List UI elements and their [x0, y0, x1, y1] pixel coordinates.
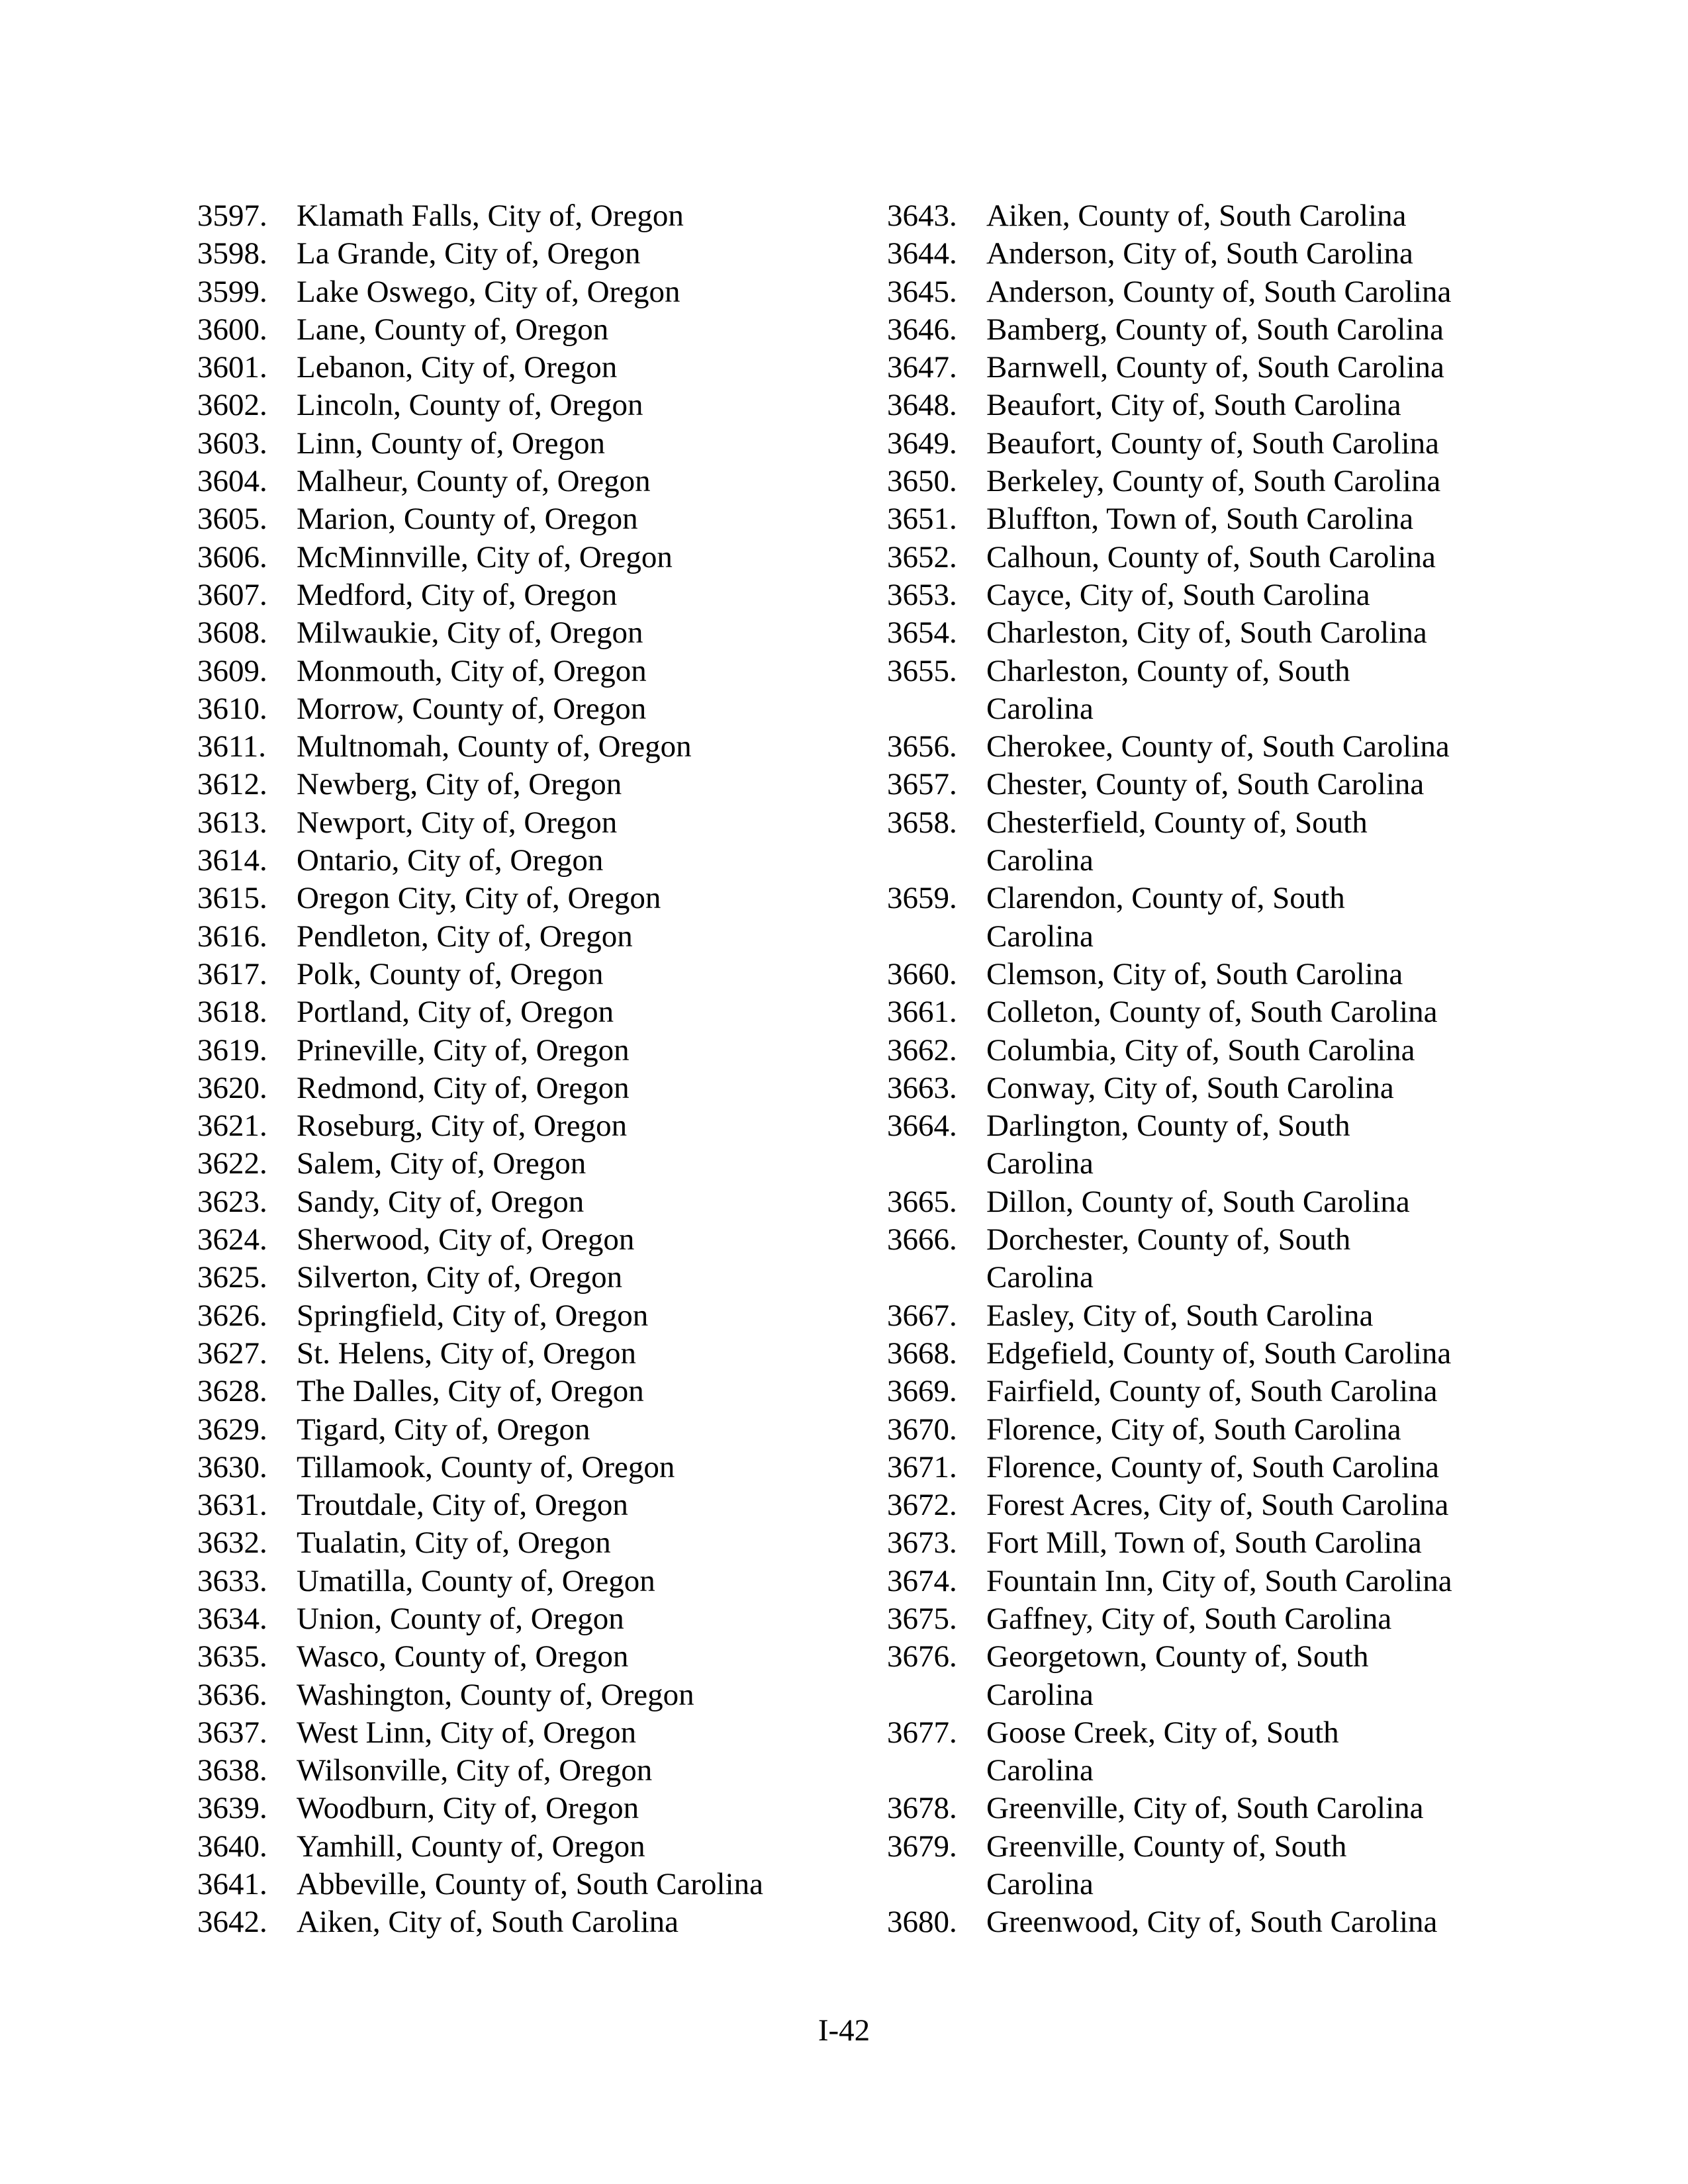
entry-name: Lane, County of, Oregon	[297, 312, 609, 347]
entry-number: 3614.	[197, 843, 267, 878]
entry-number: 3620.	[197, 1070, 267, 1105]
entry-name: Marion, County of, Oregon	[297, 502, 638, 537]
entry-number: 3662.	[887, 1032, 957, 1068]
entry-name: Chesterfield, County of, South Carolina	[986, 805, 1368, 878]
entry-number: 3640.	[197, 1829, 267, 1864]
list-item	[197, 1676, 859, 1714]
entry-name: Wilsonville, City of, Oregon	[297, 1753, 653, 1788]
entry-number: 3645.	[887, 274, 957, 309]
list-item	[887, 1600, 1516, 1638]
entry-number: 3624.	[197, 1222, 267, 1257]
entry-number: 3653.	[887, 577, 957, 612]
entry-name: West Linn, City of, Oregon	[297, 1715, 637, 1750]
entry-name: Fairfield, County of, South Carolina	[986, 1374, 1438, 1409]
list-item	[197, 1032, 859, 1069]
list-item	[197, 197, 859, 235]
entry-number: 3626.	[197, 1298, 267, 1333]
entry-name: Springfield, City of, Oregon	[297, 1298, 649, 1333]
entry-number: 3654.	[887, 615, 957, 651]
entry-number: 3655.	[887, 653, 957, 688]
entry-name: Chester, County of, South Carolina	[986, 767, 1425, 802]
list-item	[197, 539, 859, 576]
entry-number: 3658.	[887, 805, 957, 840]
list-item	[887, 539, 1516, 576]
entry-name: Calhoun, County of, South Carolina	[986, 539, 1436, 574]
entry-number: 3601.	[197, 350, 267, 385]
entry-name: Abbeville, County of, South Carolina	[297, 1867, 763, 1902]
list-item	[887, 235, 1516, 273]
entry-number: 3668.	[887, 1336, 957, 1371]
list-item	[887, 425, 1516, 463]
entry-name: Salem, City of, Oregon	[297, 1146, 586, 1181]
entry-name: Aiken, City of, South Carolina	[297, 1905, 679, 1940]
entry-name: Klamath Falls, City of, Oregon	[297, 199, 684, 233]
entry-number: 3604.	[197, 464, 267, 499]
entry-number: 3600.	[197, 312, 267, 347]
entry-name: Bamberg, County of, South Carolina	[986, 312, 1444, 347]
list-item	[887, 1373, 1516, 1410]
entry-number: 3628.	[197, 1374, 267, 1409]
entry-number: 3642.	[197, 1905, 267, 1940]
list-item	[887, 1069, 1516, 1107]
entry-name: St. Helens, City of, Oregon	[297, 1336, 637, 1371]
entry-name: Greenville, City of, South Carolina	[986, 1791, 1424, 1826]
list-item	[887, 463, 1516, 500]
entry-name: Clemson, City of, South Carolina	[986, 956, 1403, 991]
entry-number: 3605.	[197, 502, 267, 537]
entry-number: 3646.	[887, 312, 957, 347]
entry-number: 3607.	[197, 577, 267, 612]
entry-name: Colleton, County of, South Carolina	[986, 995, 1438, 1030]
entry-number: 3648.	[887, 388, 957, 423]
list-item	[197, 1373, 859, 1410]
list-item	[197, 425, 859, 463]
list-item	[887, 728, 1516, 766]
list-item	[197, 463, 859, 500]
entry-name: Anderson, County of, South Carolina	[986, 274, 1452, 309]
list-item	[197, 1600, 859, 1638]
entry-name: Polk, County of, Oregon	[297, 956, 604, 991]
entry-name: Newport, City of, Oregon	[297, 805, 618, 840]
entry-name: Berkeley, County of, South Carolina	[986, 464, 1441, 499]
list-item	[887, 880, 1516, 956]
entry-number: 3599.	[197, 274, 267, 309]
list-item	[197, 956, 859, 993]
entry-number: 3657.	[887, 767, 957, 802]
list-item	[197, 1297, 859, 1335]
entry-number: 3617.	[197, 956, 267, 991]
entry-number: 3652.	[887, 539, 957, 574]
entry-name: Woodburn, City of, Oregon	[297, 1791, 639, 1826]
entry-number: 3664.	[887, 1109, 957, 1144]
list-item	[887, 614, 1516, 652]
entry-number: 3622.	[197, 1146, 267, 1181]
entry-name: La Grande, City of, Oregon	[297, 236, 641, 271]
entry-number: 3629.	[197, 1412, 267, 1447]
entry-name: Ontario, City of, Oregon	[297, 843, 604, 878]
list-item	[197, 1790, 859, 1827]
list-item	[887, 1107, 1516, 1183]
entry-name: Wasco, County of, Oregon	[297, 1639, 629, 1674]
entry-name: Sherwood, City of, Oregon	[297, 1222, 635, 1257]
entry-name: Union, County of, Oregon	[297, 1601, 624, 1636]
entry-number: 3632.	[197, 1525, 267, 1561]
list-item	[887, 804, 1516, 880]
list-item	[887, 1828, 1516, 1904]
list-item	[887, 1183, 1516, 1221]
entry-number: 3637.	[197, 1715, 267, 1750]
entry-name: Barnwell, County of, South Carolina	[986, 350, 1444, 385]
entry-name: The Dalles, City of, Oregon	[297, 1374, 644, 1409]
entry-number: 3670.	[887, 1412, 957, 1447]
entry-name: Malheur, County of, Oregon	[297, 464, 651, 499]
entry-name: Portland, City of, Oregon	[297, 995, 614, 1030]
list-item	[887, 1486, 1516, 1524]
list-item	[197, 993, 859, 1031]
list-item	[197, 1259, 859, 1297]
entry-number: 3661.	[887, 995, 957, 1030]
list-item	[197, 1563, 859, 1600]
entry-number: 3609.	[197, 653, 267, 688]
entry-name: Lincoln, County of, Oregon	[297, 388, 643, 423]
list-item	[887, 653, 1516, 729]
entry-name: Sandy, City of, Oregon	[297, 1184, 585, 1219]
entry-number: 3625.	[197, 1260, 267, 1295]
entry-name: Georgetown, County of, South Carolina	[986, 1639, 1369, 1712]
entry-number: 3680.	[887, 1905, 957, 1940]
entry-name: Monmouth, City of, Oregon	[297, 653, 647, 688]
entry-number: 3656.	[887, 729, 957, 764]
entry-name: Easley, City of, South Carolina	[986, 1298, 1374, 1333]
entry-number: 3650.	[887, 464, 957, 499]
entry-number: 3671.	[887, 1449, 957, 1484]
list-item	[197, 918, 859, 956]
entry-number: 3598.	[197, 236, 267, 271]
entry-number: 3678.	[887, 1791, 957, 1826]
entry-number: 3608.	[197, 615, 267, 651]
list-item	[197, 1866, 859, 1903]
list-item	[197, 1828, 859, 1866]
list-item	[197, 1183, 859, 1221]
entry-number: 3643.	[887, 199, 957, 233]
entry-name: Beaufort, County of, South Carolina	[986, 426, 1440, 461]
entry-number: 3602.	[197, 388, 267, 423]
entry-name: Dorchester, County of, South Carolina	[986, 1222, 1351, 1295]
entry-name: Charleston, County of, South Carolina	[986, 653, 1350, 726]
list-item	[197, 1335, 859, 1373]
entry-number: 3679.	[887, 1829, 957, 1864]
list-item	[197, 1145, 859, 1183]
entry-name: Yamhill, County of, Oregon	[297, 1829, 645, 1864]
entry-name: Linn, County of, Oregon	[297, 426, 606, 461]
list-item	[197, 653, 859, 690]
right-column-list	[887, 197, 1516, 1942]
list-item	[887, 387, 1516, 424]
entry-number: 3618.	[197, 995, 267, 1030]
list-item	[197, 614, 859, 652]
list-item	[197, 1221, 859, 1259]
entry-name: Oregon City, City of, Oregon	[297, 881, 661, 916]
entry-name: Darlington, County of, South Carolina	[986, 1109, 1350, 1181]
entry-number: 3667.	[887, 1298, 957, 1333]
entry-name: Beaufort, City of, South Carolina	[986, 388, 1401, 423]
list-item	[197, 842, 859, 880]
entry-name: Greenwood, City of, South Carolina	[986, 1905, 1438, 1940]
entry-number: 3633.	[197, 1563, 267, 1598]
list-item	[197, 1638, 859, 1676]
entry-name: Cherokee, County of, South Carolina	[986, 729, 1450, 764]
entry-number: 3627.	[197, 1336, 267, 1371]
entry-number: 3647.	[887, 350, 957, 385]
entry-name: Lake Oswego, City of, Oregon	[297, 274, 680, 309]
entry-number: 3623.	[197, 1184, 267, 1219]
list-item	[887, 1449, 1516, 1486]
list-item	[197, 1714, 859, 1752]
entry-number: 3639.	[197, 1791, 267, 1826]
entry-number: 3659.	[887, 881, 957, 916]
entry-number: 3610.	[197, 691, 267, 726]
entry-number: 3597.	[197, 199, 267, 233]
list-item	[887, 500, 1516, 538]
entry-name: Florence, City of, South Carolina	[986, 1412, 1401, 1447]
list-item	[197, 273, 859, 311]
entry-name: Aiken, County of, South Carolina	[986, 199, 1407, 233]
entry-number: 3615.	[197, 881, 267, 916]
entry-number: 3621.	[197, 1109, 267, 1144]
entry-name: Silverton, City of, Oregon	[297, 1260, 623, 1295]
list-item	[887, 1297, 1516, 1335]
entry-name: Goose Creek, City of, South Carolina	[986, 1715, 1339, 1788]
entry-name: Umatilla, County of, Oregon	[297, 1563, 655, 1598]
list-item	[197, 1903, 859, 1941]
list-item	[197, 235, 859, 273]
list-item	[197, 880, 859, 917]
entry-name: Washington, County of, Oregon	[297, 1677, 694, 1712]
entry-name: Cayce, City of, South Carolina	[986, 577, 1370, 612]
entry-number: 3672.	[887, 1488, 957, 1523]
list-item	[887, 197, 1516, 235]
entry-name: Medford, City of, Oregon	[297, 577, 618, 612]
list-item	[197, 1486, 859, 1524]
entry-number: 3634.	[197, 1601, 267, 1636]
entry-name: Anderson, City of, South Carolina	[986, 236, 1413, 271]
entry-number: 3651.	[887, 502, 957, 537]
list-item	[197, 311, 859, 349]
entry-name: Lebanon, City of, Oregon	[297, 350, 618, 385]
list-item	[887, 273, 1516, 311]
list-item	[197, 690, 859, 728]
entry-number: 3675.	[887, 1601, 957, 1636]
entry-number: 3660.	[887, 956, 957, 991]
entry-name: Fountain Inn, City of, South Carolina	[986, 1563, 1452, 1598]
entry-number: 3666.	[887, 1222, 957, 1257]
list-item	[197, 387, 859, 424]
list-item	[887, 576, 1516, 614]
entry-number: 3644.	[887, 236, 957, 271]
list-item	[887, 349, 1516, 387]
list-item	[887, 1524, 1516, 1562]
entry-number: 3674.	[887, 1563, 957, 1598]
entry-number: 3638.	[197, 1753, 267, 1788]
entry-number: 3630.	[197, 1449, 267, 1484]
left-column-list	[197, 197, 859, 1942]
entry-name: Redmond, City of, Oregon	[297, 1070, 630, 1105]
entry-name: Clarendon, County of, South Carolina	[986, 881, 1345, 954]
list-item	[887, 1411, 1516, 1449]
entry-name: Tualatin, City of, Oregon	[297, 1525, 611, 1561]
entry-name: Troutdale, City of, Oregon	[297, 1488, 628, 1523]
entry-name: Forest Acres, City of, South Carolina	[986, 1488, 1449, 1523]
entry-number: 3677.	[887, 1715, 957, 1750]
list-item	[887, 1563, 1516, 1600]
entry-name: Milwaukie, City of, Oregon	[297, 615, 643, 651]
entry-number: 3636.	[197, 1677, 267, 1712]
list-item	[197, 728, 859, 766]
entry-number: 3649.	[887, 426, 957, 461]
list-item	[887, 1903, 1516, 1941]
list-item	[197, 1107, 859, 1145]
list-item	[887, 1221, 1516, 1297]
entry-number: 3613.	[197, 805, 267, 840]
entry-name: Gaffney, City of, South Carolina	[986, 1601, 1392, 1636]
list-item	[887, 1638, 1516, 1714]
entry-number: 3606.	[197, 539, 267, 574]
entry-number: 3616.	[197, 919, 267, 954]
entry-name: Roseburg, City of, Oregon	[297, 1109, 628, 1144]
list-item	[887, 1790, 1516, 1827]
entry-number: 3603.	[197, 426, 267, 461]
entry-name: Multnomah, County of, Oregon	[297, 729, 692, 764]
list-item	[197, 1411, 859, 1449]
list-item	[197, 576, 859, 614]
entry-name: Edgefield, County of, South Carolina	[986, 1336, 1452, 1371]
list-item	[887, 1335, 1516, 1373]
entry-number: 3619.	[197, 1032, 267, 1068]
list-item	[197, 766, 859, 803]
list-item	[887, 1714, 1516, 1790]
entry-name: Fort Mill, Town of, South Carolina	[986, 1525, 1422, 1561]
entry-number: 3673.	[887, 1525, 957, 1561]
entry-name: Newberg, City of, Oregon	[297, 767, 622, 802]
list-item	[197, 804, 859, 842]
entry-number: 3631.	[197, 1488, 267, 1523]
entry-number: 3676.	[887, 1639, 957, 1674]
entry-name: Florence, County of, South Carolina	[986, 1449, 1440, 1484]
list-item	[197, 349, 859, 387]
entry-number: 3665.	[887, 1184, 957, 1219]
entry-name: Bluffton, Town of, South Carolina	[986, 502, 1414, 537]
entry-number: 3663.	[887, 1070, 957, 1105]
list-item	[887, 766, 1516, 803]
entry-number: 3669.	[887, 1374, 957, 1409]
entry-name: Morrow, County of, Oregon	[297, 691, 647, 726]
list-item	[197, 1524, 859, 1562]
entry-name: Dillon, County of, South Carolina	[986, 1184, 1410, 1219]
entry-number: 3641.	[197, 1867, 267, 1902]
entry-number: 3611.	[197, 729, 267, 764]
list-item	[197, 1069, 859, 1107]
entry-name: Charleston, City of, South Carolina	[986, 615, 1427, 651]
entry-name: Tillamook, County of, Oregon	[297, 1449, 675, 1484]
entry-name: Greenville, County of, South Carolina	[986, 1829, 1347, 1902]
list-item	[887, 311, 1516, 349]
list-item	[197, 500, 859, 538]
entry-name: Prineville, City of, Oregon	[297, 1032, 630, 1068]
list-item	[887, 956, 1516, 993]
entry-name: Columbia, City of, South Carolina	[986, 1032, 1415, 1068]
list-item	[887, 1032, 1516, 1069]
entry-number: 3612.	[197, 767, 267, 802]
entry-name: McMinnville, City of, Oregon	[297, 539, 673, 574]
entry-name: Tigard, City of, Oregon	[297, 1412, 590, 1447]
list-item	[197, 1449, 859, 1486]
list-item	[887, 993, 1516, 1031]
list-item	[197, 1752, 859, 1790]
entry-name: Conway, City of, South Carolina	[986, 1070, 1394, 1105]
entry-name: Pendleton, City of, Oregon	[297, 919, 633, 954]
entry-number: 3635.	[197, 1639, 267, 1674]
page-number: I-42	[818, 2013, 870, 2048]
